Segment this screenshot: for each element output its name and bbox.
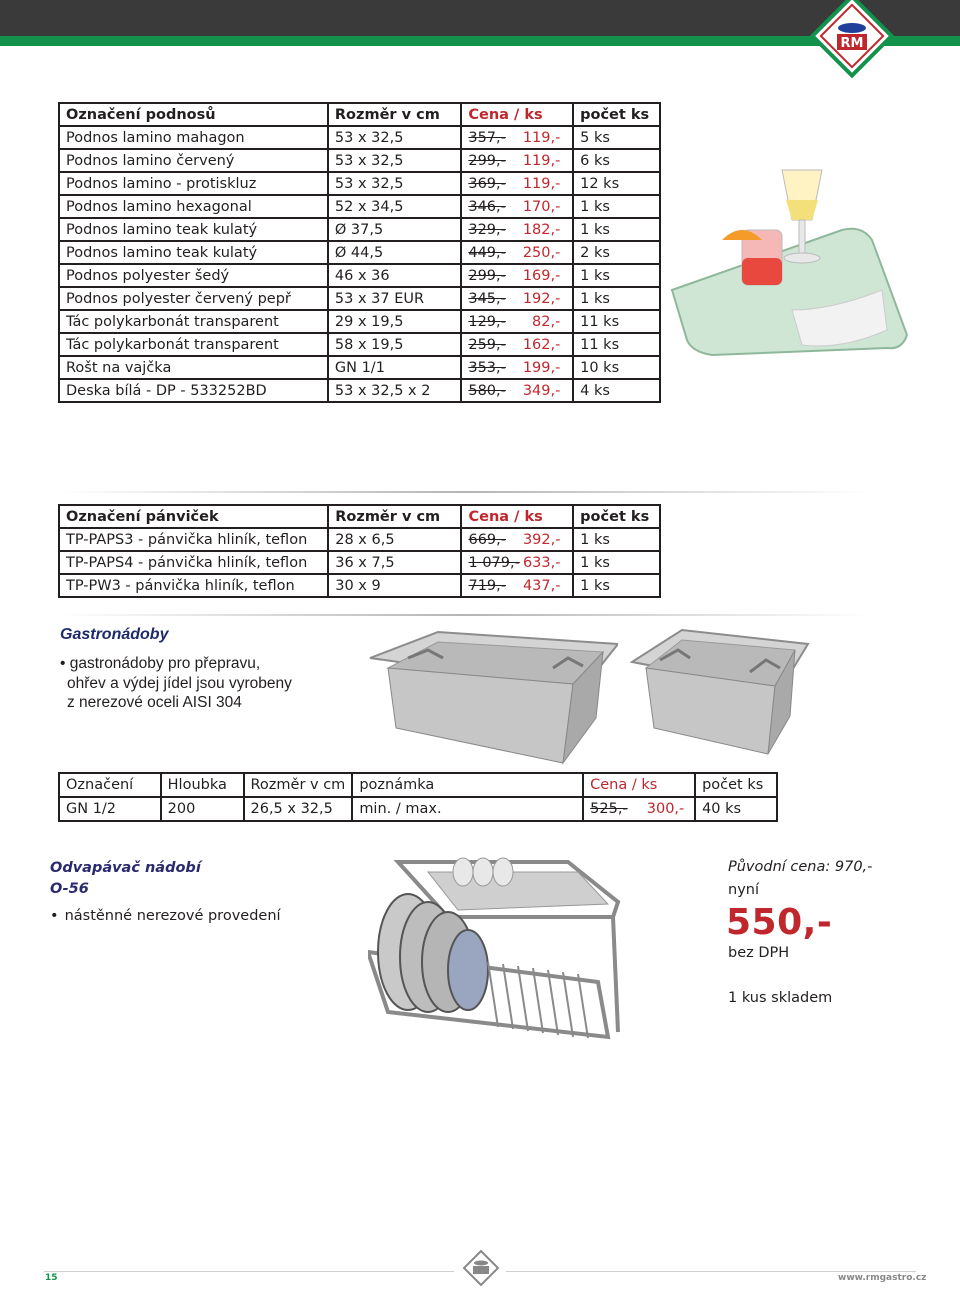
header-cell-price: Cena / ks: [461, 103, 573, 126]
table-header-row: [59, 773, 777, 797]
table-row: [59, 356, 660, 379]
header-cell-price: Cena / ks: [583, 773, 695, 797]
old-price: 669,-: [468, 531, 507, 548]
old-price: 346,-: [468, 198, 506, 215]
cell-price: [461, 287, 573, 310]
header-cell: počet ks: [573, 505, 660, 528]
header-cell: Hloubka: [161, 773, 244, 797]
old-price: 1 079,-: [468, 554, 520, 571]
old-price: 129,-: [468, 313, 506, 330]
cell-size: 53 x 32,5 x 2: [328, 379, 461, 402]
header-cell: Označení podnosů: [59, 103, 328, 126]
cell-qty: 2 ks: [573, 241, 660, 264]
drainer-price: 550,-: [726, 902, 833, 943]
table-row: [59, 172, 660, 195]
cell-name: Podnos lamino mahagon: [59, 126, 328, 149]
cell-price: [461, 379, 573, 402]
drainer-feature: [50, 908, 281, 924]
footer-line: [506, 1271, 916, 1272]
table-row: [59, 218, 660, 241]
cell-price: [461, 310, 573, 333]
table-row: [59, 195, 660, 218]
new-price: 169,-: [522, 267, 561, 284]
cell-price: [461, 218, 573, 241]
cell-size: 53 x 32,5: [328, 172, 461, 195]
table-row: [59, 574, 660, 597]
old-price: 259,-: [468, 336, 506, 353]
drainer-feature-text: nástěnné nerezové provedení: [64, 908, 281, 924]
gastro-line: ohřev a výdej jídel jsou vyrobeny: [67, 674, 292, 692]
cell-size: GN 1/1: [328, 356, 461, 379]
header-cell: Označení pánviček: [59, 505, 328, 528]
table-row: [59, 551, 660, 574]
cell-name: Rošt na vajčka: [59, 356, 328, 379]
cell-size: 30 x 9: [328, 574, 461, 597]
page-number: 15: [45, 1273, 58, 1283]
footer-logo: [462, 1249, 500, 1287]
cell-price: [461, 264, 573, 287]
old-price: 449,-: [468, 244, 506, 261]
cell-name: TP-PAPS3 - pánvička hliník, teflon: [59, 528, 328, 551]
new-price: 199,-: [522, 359, 561, 376]
cell-qty: 11 ks: [573, 310, 660, 333]
table-header-row: [59, 103, 660, 126]
footer-line: [44, 1271, 454, 1272]
table-row: [59, 264, 660, 287]
table-row: [59, 126, 660, 149]
cell-qty: 5 ks: [573, 126, 660, 149]
section-divider: [60, 614, 870, 616]
drainer-original-price: Původní cena: 970,-: [728, 859, 873, 875]
section-divider: [60, 491, 870, 493]
table-row: [59, 287, 660, 310]
cell-name: Podnos lamino červený: [59, 149, 328, 172]
cell-price: [461, 172, 573, 195]
gastro-description: [60, 654, 292, 713]
old-price: 369,-: [468, 175, 506, 192]
new-price: 300,-: [646, 801, 685, 817]
drainer-stock: 1 kus skladem: [728, 990, 833, 1006]
header-cell: Rozměr v cm: [244, 773, 353, 797]
cell-qty: 6 ks: [573, 149, 660, 172]
new-price: 162,-: [522, 336, 561, 353]
cell-note: min. / max.: [352, 797, 583, 821]
cell-price: [461, 149, 573, 172]
cell-price: [461, 195, 573, 218]
new-price: 192,-: [522, 290, 561, 307]
cell-qty: 1 ks: [573, 195, 660, 218]
old-price: 299,-: [468, 267, 506, 284]
drainer-code: O-56: [50, 881, 89, 897]
cell-qty: 1 ks: [573, 287, 660, 310]
old-price: 357,-: [468, 129, 506, 146]
bullet-icon: •: [50, 908, 59, 924]
gastro-container-small-photo: [630, 628, 810, 756]
cell-name: Podnos lamino teak kulatý: [59, 241, 328, 264]
cell-name: Podnos polyester šedý: [59, 264, 328, 287]
pans-table: [58, 504, 661, 598]
header-cell-price: Cena / ks: [461, 505, 573, 528]
cell-name: TP-PAPS4 - pánvička hliník, teflon: [59, 551, 328, 574]
drainer-now-label: nyní: [728, 882, 759, 898]
new-price: 119,-: [522, 175, 561, 192]
cell-size: 52 x 34,5: [328, 195, 461, 218]
header-cell: počet ks: [573, 103, 660, 126]
cell-price: [583, 797, 695, 821]
cell-name: Podnos lamino hexagonal: [59, 195, 328, 218]
cell-qty: 40 ks: [695, 797, 777, 821]
header-cell: počet ks: [695, 773, 777, 797]
cell-name: Podnos lamino teak kulatý: [59, 218, 328, 241]
cell-qty: 12 ks: [573, 172, 660, 195]
new-price: 170,-: [522, 198, 561, 215]
cell-size: Ø 37,5: [328, 218, 461, 241]
table-header-row: [59, 505, 660, 528]
cell-size: 28 x 6,5: [328, 528, 461, 551]
cell-size: 29 x 19,5: [328, 310, 461, 333]
table-row: [59, 310, 660, 333]
gastro-line: z nerezové oceli AISI 304: [67, 694, 242, 711]
old-price: 299,-: [468, 152, 506, 169]
cell-price: [461, 574, 573, 597]
old-price: 525,-: [590, 801, 628, 817]
new-price: 82,-: [532, 313, 561, 330]
old-price: 329,-: [468, 221, 506, 238]
cell-qty: 1 ks: [573, 551, 660, 574]
gastro-table: [58, 772, 778, 822]
new-price: 437,-: [522, 577, 561, 594]
cell-name: Podnos polyester červený pepř: [59, 287, 328, 310]
new-price: 392,-: [522, 531, 561, 548]
cell-qty: 11 ks: [573, 333, 660, 356]
tray-photo: [662, 160, 912, 360]
cell-price: [461, 241, 573, 264]
cell-qty: 10 ks: [573, 356, 660, 379]
logo-text: RM: [840, 36, 864, 51]
old-price: 719,-: [468, 577, 507, 594]
cell-size: 58 x 19,5: [328, 333, 461, 356]
cell-size: 53 x 32,5: [328, 126, 461, 149]
cell-price: [461, 126, 573, 149]
cell-size: Ø 44,5: [328, 241, 461, 264]
cell-qty: 1 ks: [573, 528, 660, 551]
table-row: [59, 241, 660, 264]
header-cell: Rozměr v cm: [328, 505, 461, 528]
new-price: 182,-: [522, 221, 561, 238]
drainer-vat-label: bez DPH: [728, 945, 790, 961]
header-cell: poznámka: [352, 773, 583, 797]
website-url: www.rmgastro.cz: [838, 1273, 927, 1283]
new-price: 633,-: [522, 554, 561, 571]
table-row: [59, 333, 660, 356]
cell-price: [461, 528, 573, 551]
table-row: [59, 379, 660, 402]
table-row: [59, 797, 777, 821]
drainer-title-block: [50, 858, 201, 900]
cell-size: 53 x 37 EUR: [328, 287, 461, 310]
cell-qty: 1 ks: [573, 264, 660, 287]
table-row: [59, 149, 660, 172]
old-price: 345,-: [468, 290, 506, 307]
header-cell: Rozměr v cm: [328, 103, 461, 126]
gastro-container-large-photo: [368, 628, 618, 766]
cell-qty: 1 ks: [573, 218, 660, 241]
cell-name: Deska bílá - DP - 533252BD: [59, 379, 328, 402]
cell-name: GN 1/2: [59, 797, 161, 821]
cell-name: TP-PW3 - pánvička hliník, teflon: [59, 574, 328, 597]
cell-size: 53 x 32,5: [328, 149, 461, 172]
cell-depth: 200: [161, 797, 244, 821]
trays-table: [58, 102, 661, 403]
cell-name: Tác polykarbonát transparent: [59, 310, 328, 333]
cell-price: [461, 333, 573, 356]
cell-size: 46 x 36: [328, 264, 461, 287]
cell-size: 26,5 x 32,5: [244, 797, 353, 821]
cell-name: Podnos lamino - protiskluz: [59, 172, 328, 195]
dish-drainer-photo: [368, 842, 624, 1040]
new-price: 119,-: [522, 129, 561, 146]
old-price: 353,-: [468, 359, 506, 376]
table-row: [59, 528, 660, 551]
brand-logo: [810, 0, 894, 84]
gastro-title: Gastronádoby: [60, 626, 169, 643]
cell-qty: 1 ks: [573, 574, 660, 597]
drainer-title: Odvapávač nádobí: [50, 860, 201, 876]
cell-size: 36 x 7,5: [328, 551, 461, 574]
cell-qty: 4 ks: [573, 379, 660, 402]
new-price: 119,-: [522, 152, 561, 169]
header-cell: Označení: [59, 773, 161, 797]
cell-name: Tác polykarbonát transparent: [59, 333, 328, 356]
gastro-line: • gastronádoby pro přepravu,: [60, 655, 261, 672]
cell-price: [461, 356, 573, 379]
old-price: 580,-: [468, 382, 506, 399]
new-price: 250,-: [522, 244, 561, 261]
new-price: 349,-: [522, 382, 561, 399]
cell-price: [461, 551, 573, 574]
